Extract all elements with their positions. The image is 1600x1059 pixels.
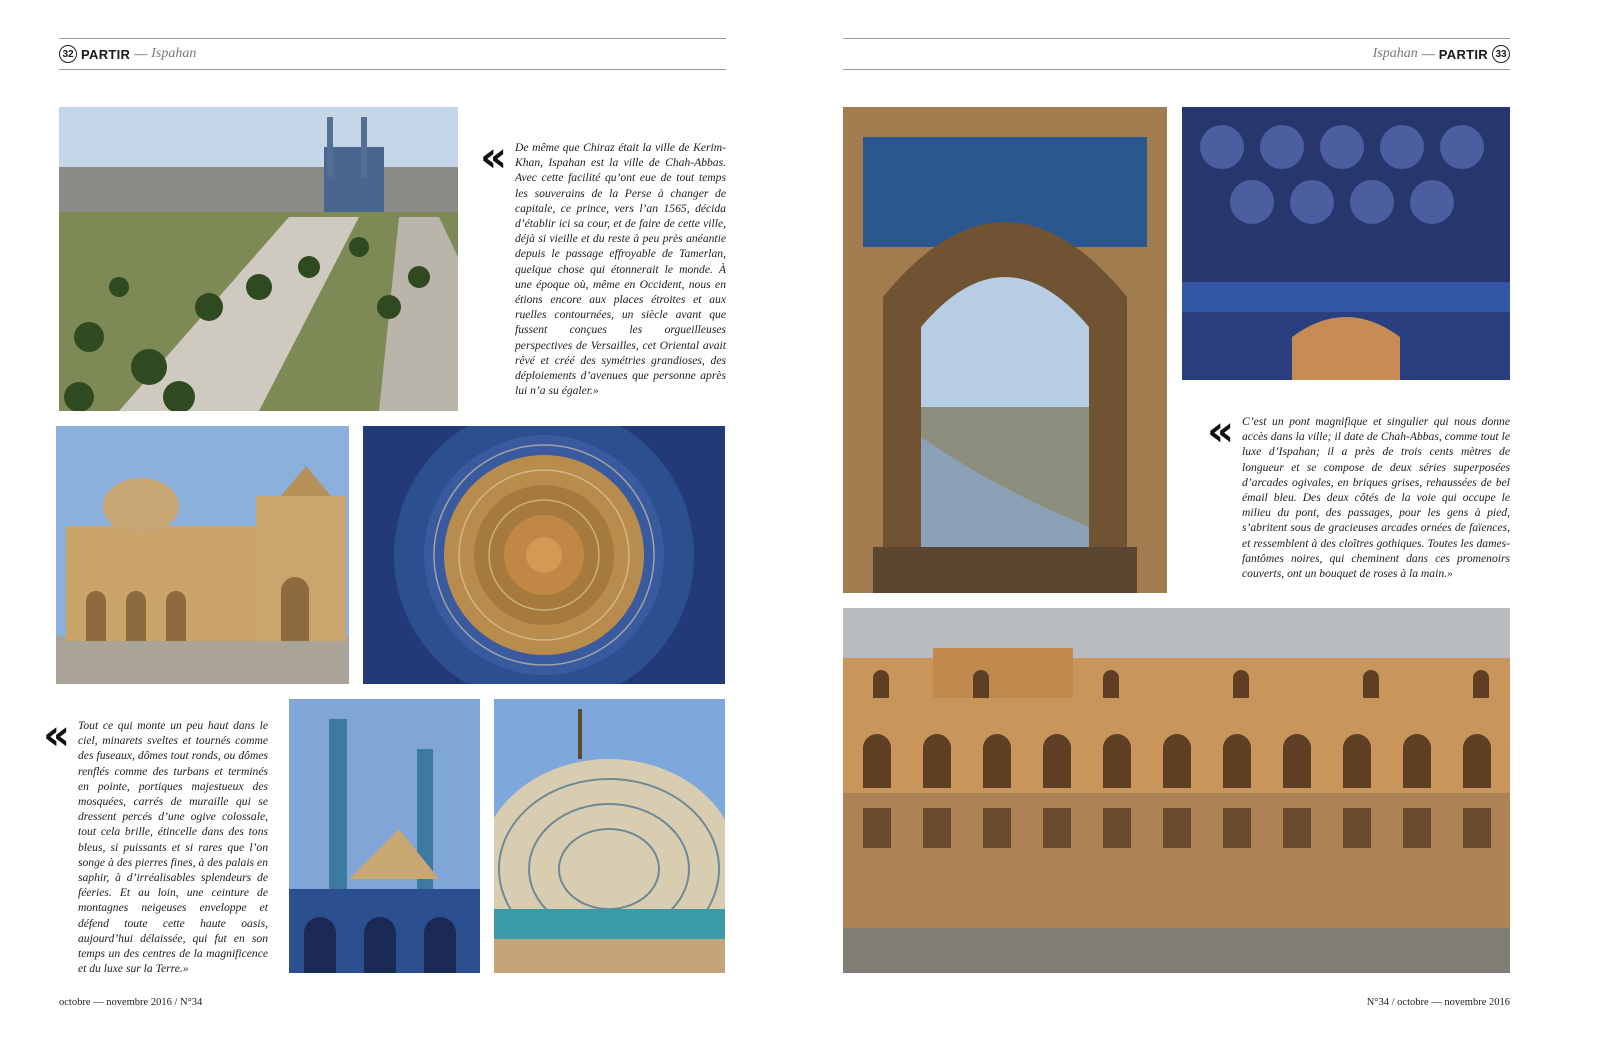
quote-text: C’est un pont magnifique et singulier qui nous donne accès dans la ville; il date de Chah-Abbas, comme tout le luxe d’Ispahan; il a près de trois cents mètres de longueur et se compose de deux séries superposées d’arcades ogivales, en briques grises, rehaussées de bel émail bleu. Des deux côtés de la voie qui occupe le milieu du pont, des passages, pour les gens à pied, s’abritent sous de gracieuses arcades ornées de faïences, et ressemblent à des cloîtres gothiques. Toutes les dames-fantômes noires, qui cheminent dans ces promenoirs couverts, ont un bouquet de roses à la main.» (1242, 415, 1510, 581)
quote-text: De même que Chiraz était la ville de Kerim-Khan, Ispahan est la ville de Chah-Abbas. Avec cette facilité qu’ont eue de tout temps les souverains de la Perse à changer de capitale, ce prince, vers l’an 1565, décida d’établir ici sa cour, et de faire de cette ville, déjà si vieille et du reste à peu près anéantie depuis le passage effroyable de Tamerlan, quelque chose qui étonnerait le monde. À une époque où, même en Occident, nous en étions encore aux places étroites et aux ruelles contournées, un siècle avant que fussent conçues les orgueilleuses perspectives de Versailles, cet Oriental avait rêvé et créé des symétries grandioses, des déploiements d’avenues que personne après lui n’a su égaler.» (515, 141, 726, 398)
page-footer: octobre — novembre 2016 / N°34 (59, 997, 203, 1008)
photo-muqarnas (1182, 107, 1510, 380)
left-page (0, 0, 790, 1059)
photo-naqsh-e-jahan-square (59, 107, 458, 411)
section-title: PARTIR (81, 46, 131, 62)
page-number: 32 (59, 45, 77, 63)
photo-dome-interior (363, 426, 725, 684)
photo-arch-view (843, 107, 1167, 593)
quote-mark-icon: « (43, 710, 71, 759)
page-footer: N°34 / octobre — novembre 2016 (1366, 997, 1510, 1008)
quote-mark-icon: « (480, 132, 508, 181)
page-header (59, 38, 726, 70)
photo-bridge-reflection (843, 608, 1510, 973)
photo-minarets (289, 699, 480, 973)
header-dash: — (1421, 46, 1435, 61)
quote-mark-icon: « (1207, 406, 1235, 455)
right-page (810, 0, 1600, 1059)
header-city: Ispahan (151, 46, 197, 61)
page-header (843, 38, 1510, 70)
photo-tiled-dome (494, 699, 725, 973)
photo-cathedral (56, 426, 349, 684)
section-title: PARTIR (1438, 46, 1488, 62)
quote-text: Tout ce qui monte un peu haut dans le ciel, minarets sveltes et tournés comme des fuseaux, dômes tout ronds, ou dômes renflés comme des turbans et terminés en pointe, portiques majestueux des mosquées, carrés de muraille qui se dressent percés d’une ogive colossale, tout cela brille, étincelle dans des tons bleus, si puissants et si rares que l’on songe à des pierres fines, à des palais en saphir, à d’irréalisables splendeurs de féeries. Et au loin, une ceinture de montagnes neigeuses enveloppe et défend toute cette haute oasis, aujourd’hui délaissée, qui fut en son temps un des centres de la magnificence et du luxe sur la Terre.» (78, 719, 268, 976)
page-number: 33 (1492, 45, 1510, 63)
header-dash: — (134, 46, 148, 61)
header-city: Ispahan (1372, 46, 1418, 61)
